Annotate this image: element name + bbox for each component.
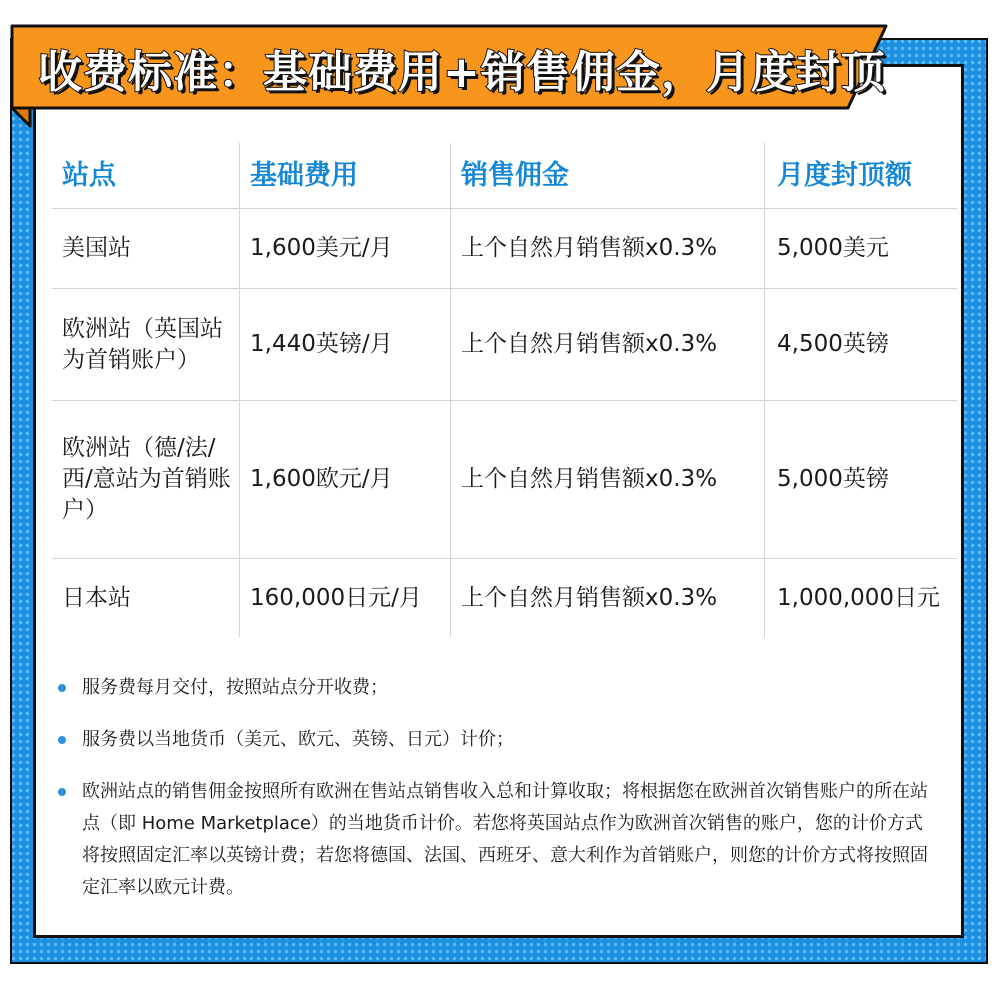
table-row xyxy=(52,289,957,401)
table-row xyxy=(52,559,957,637)
page-title: 收费标准：基础费用+销售佣金，月度封顶 xyxy=(38,47,886,98)
cell-site: 欧洲站（德/法/西/意站为首销账户） xyxy=(52,401,240,558)
table-header-row xyxy=(52,143,957,209)
cell-monthly-cap: 5,000英镑 xyxy=(777,466,889,492)
cell-commission: 上个自然月销售额x0.3% xyxy=(451,289,765,400)
bullet-icon xyxy=(58,788,66,796)
cell-site: 美国站 xyxy=(52,209,240,288)
notes-list xyxy=(58,672,938,924)
header-site: 站点 xyxy=(52,143,240,208)
cell-monthly-cap: 4,500英镑 xyxy=(777,331,889,357)
table-row xyxy=(52,401,957,559)
cell-site: 日本站 xyxy=(52,559,240,637)
list-item xyxy=(58,724,938,756)
list-item xyxy=(58,672,938,704)
header-commission: 销售佣金 xyxy=(451,143,765,208)
header-base-fee: 基础费用 xyxy=(240,143,451,208)
note-text: 服务费以当地货币（美元、欧元、英镑、日元）计价； xyxy=(82,729,514,750)
cell-site: 欧洲站（英国站为首销账户） xyxy=(52,289,240,400)
cell-monthly-cap: 5,000美元 xyxy=(777,235,889,261)
cell-base-fee: 1,600美元/月 xyxy=(240,209,451,288)
note-text: 服务费每月交付，按照站点分开收费； xyxy=(82,677,388,698)
cell-commission: 上个自然月销售额x0.3% xyxy=(451,209,765,288)
fee-table xyxy=(52,143,957,637)
list-item xyxy=(58,776,938,904)
cell-commission: 上个自然月销售额x0.3% xyxy=(451,401,765,558)
table-row xyxy=(52,209,957,289)
cell-base-fee: 1,600欧元/月 xyxy=(240,401,451,558)
note-text: 欧洲站点的销售佣金按照所有欧洲在售站点销售收入总和计算收取；将根据您在欧洲首次销售账户的所在站点（即 Home Marketplace）的当地货币计价。若您将英国站点作为欧洲首次销售的账户，您的计价方式将按照固定汇率以英镑计费；若您将德国、法国、西班牙、意大利作为首销账户，则您的计价方式将按照固定汇率以欧元计费。 xyxy=(82,781,928,898)
cell-base-fee: 160,000日元/月 xyxy=(240,559,451,637)
cell-base-fee: 1,440英镑/月 xyxy=(240,289,451,400)
bullet-icon xyxy=(58,736,66,744)
title-banner xyxy=(10,24,890,128)
bullet-icon xyxy=(58,684,66,692)
cell-monthly-cap: 1,000,000日元 xyxy=(777,584,941,611)
cell-commission: 上个自然月销售额x0.3% xyxy=(451,559,765,637)
header-monthly-cap: 月度封顶额 xyxy=(777,160,912,191)
